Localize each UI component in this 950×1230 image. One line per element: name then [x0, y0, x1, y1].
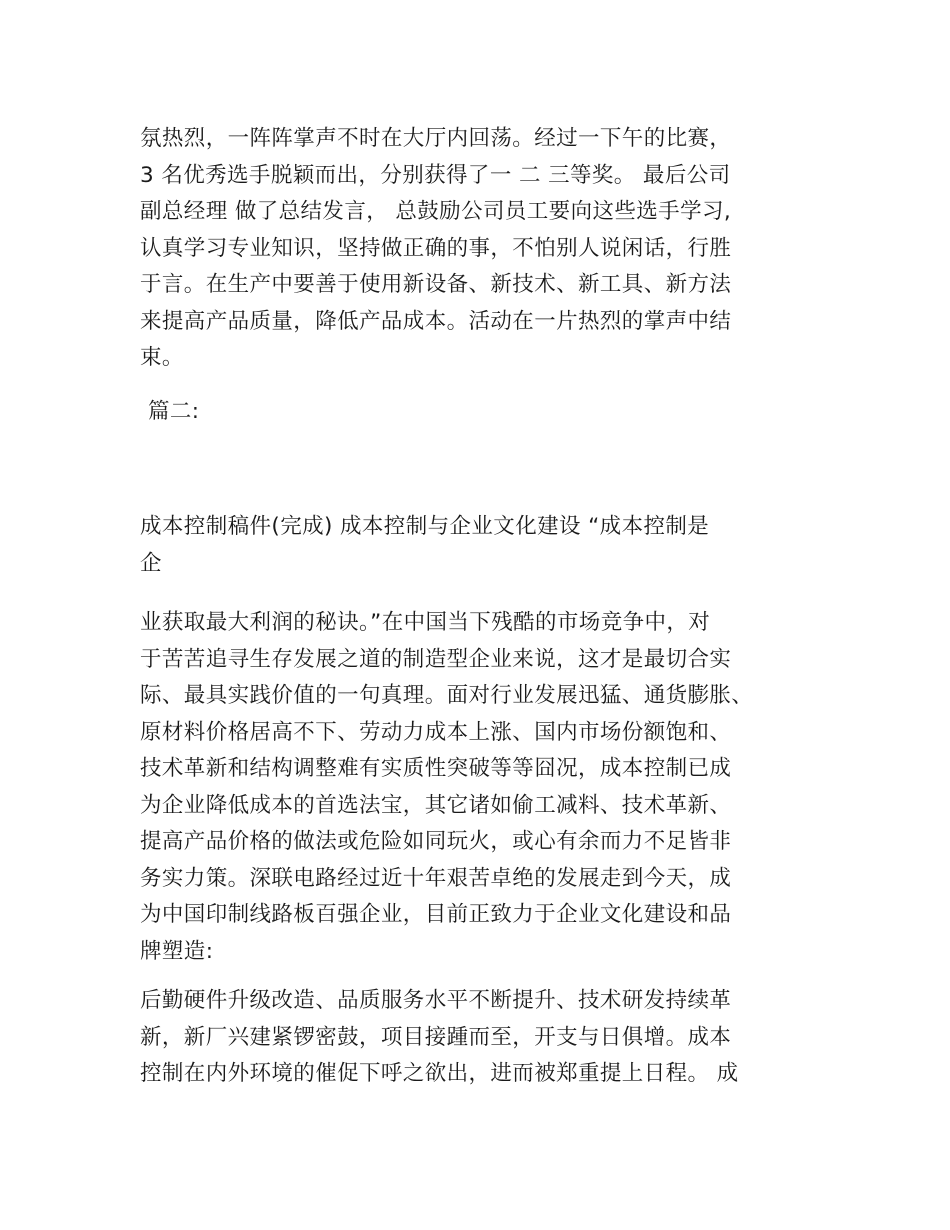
text-line: 技术革新和结构调整难有实质性突破等等囧况，成本控制已成: [140, 756, 732, 781]
text-line: 际、最具实践价值的一句真理。面对行业发展迅猛、通货膨胀、: [140, 683, 754, 708]
text-line: 成本控制稿件(完成) 成本控制与企业文化建设 “成本控制是: [140, 514, 710, 539]
section-heading: [148, 394, 828, 431]
text-line: 于苦苦追寻生存发展之道的制造型企业来说，这才是最切合实: [140, 646, 732, 672]
text-line: 牌塑造:: [140, 938, 214, 964]
text-line: 提高产品价格的做法或危险如同玩火，或心有余而力不足皆非: [140, 829, 732, 854]
text-line: 副总经理 做了总结发言， 总鼓励公司员工要向这些选手学习,: [140, 199, 732, 224]
text-line: 企: [140, 550, 162, 576]
paragraph-competition-summary: [140, 121, 820, 377]
text-line: 于言。在生产中要善于使用新设备、新技术、新工具、新方法: [140, 272, 732, 297]
text-line: 务实力策。深联电路经过近十年艰苦卓绝的发展走到今天，成: [140, 865, 732, 891]
paragraph-cost-control-intro: [140, 605, 820, 970]
text-line: 3 名优秀选手脱颖而出，分别获得了一 二 三等奖。 最后公司: [140, 162, 731, 188]
text-line: 新，新厂兴建紧锣密鼓，项目接踵而至，开支与日俱增。成本: [140, 1024, 732, 1050]
text-line: 来提高产品质量，降低产品成本。活动在一片热烈的掌声中结: [140, 308, 732, 334]
text-line: 控制在内外环境的催促下呼之欲出，进而被郑重提上日程。 成: [140, 1061, 739, 1086]
paragraph-article-title: [140, 509, 820, 582]
paragraph-logistics-upgrade: [140, 983, 820, 1093]
text-line: 为中国印制线路板百强企业，目前正致力于企业文化建设和品: [140, 902, 732, 927]
text-line: 后勤硬件升级改造、品质服务水平不断提升、技术研发持续革: [140, 988, 732, 1013]
text-line: 为企业降低成本的首选法宝，其它诸如偷工减料、技术革新、: [140, 792, 732, 818]
text-line: 认真学习专业知识，坚持做正确的事，不怕别人说闲话，行胜: [140, 235, 732, 261]
section-heading-text: 篇二:: [148, 399, 200, 424]
text-line: 业获取最大利润的秘诀。”在中国当下残酷的市场竞争中，对: [140, 610, 711, 635]
text-line: 束。: [140, 345, 184, 370]
text-line: 氛热烈，一阵阵掌声不时在大厅内回荡。经过一下午的比赛，: [140, 126, 732, 151]
text-line: 原材料价格居高不下、劳动力成本上涨、国内市场份额饱和、: [140, 719, 732, 745]
